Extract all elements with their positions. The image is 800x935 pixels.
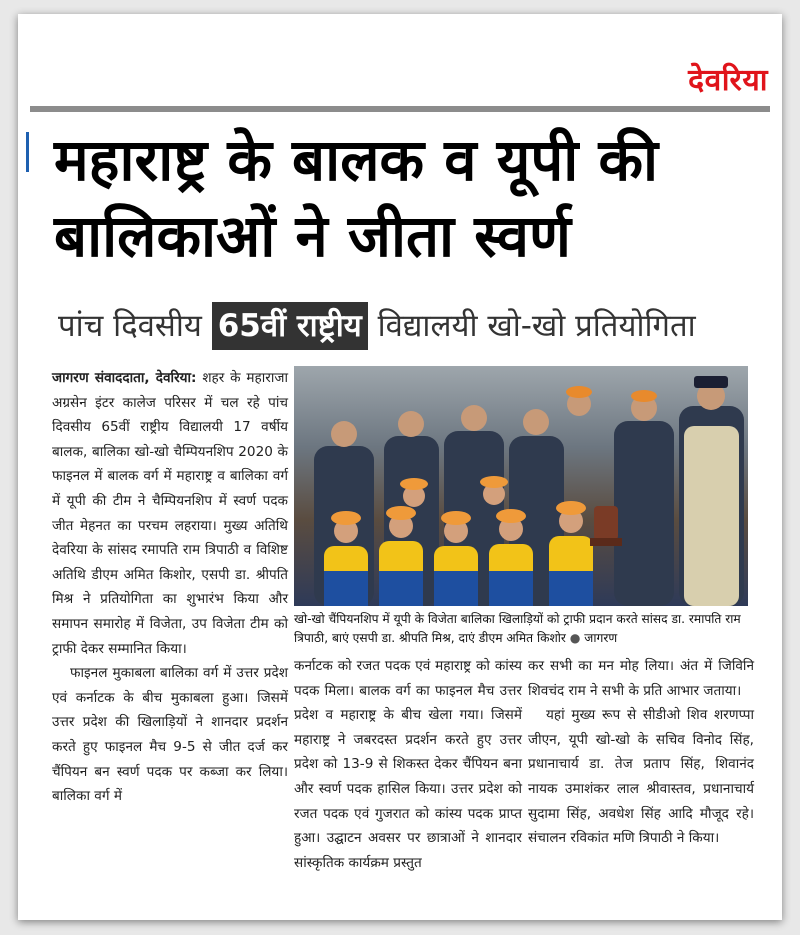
- deck-after: विद्यालयी खो-खो प्रतियोगिता: [377, 308, 696, 344]
- lead-paragraph: [52, 366, 288, 661]
- deck-subheadline: [58, 302, 696, 350]
- city-label: देवरिया: [688, 63, 768, 98]
- photo-caption: [294, 610, 750, 647]
- photo-caption-text: खो-खो चैंपियनशिप में यूपी के विजेता बालिका खिलाड़ियों को ट्राफी प्रदान करते सांसद डा. रमापति राम त्रिपाठी, बाएं एसपी डा. श्रीपति मिश्र, दाएं डीएम अमित किशोर: [294, 612, 741, 645]
- paragraph-final-girls: फाइनल मुकाबला बालिका वर्ग में उत्तर प्रदेश एवं कर्नाटक के बीच मुकाबला हुआ। जिसमें उत्तर प्रदेश की खिलाड़ियों ने शानदार प्रदर्शन करते हुए फाइनल मैच 9-5 से जीत दर्ज कर चैंपियन बन स्वर्ण पदक पर कब्जा कर लिया। बालिका वर्ग में: [52, 665, 288, 805]
- news-photo: [294, 366, 748, 606]
- article-column-2: [294, 654, 522, 875]
- newspaper-clipping: [18, 14, 782, 920]
- headline: महाराष्ट्र के बालक व यूपी की बालिकाओं ने जीता स्वर्ण: [54, 126, 659, 270]
- paragraph-attendees: यहां मुख्य रूप से सीडीओ शिव शरणप्पा जीएन, यूपी खो-खो के सचिव विनोद सिंह, प्रधानाचार्य डा. तेज प्रताप सिंह, शिवानंद नायक उमाशंकर लाल श्रीवास्तव, प्रधानाचार्य सुदामा सिंह, अवधेश सिंह आदि मौजूद रहे। संचालन रविकांत मणि त्रिपाठी ने किया।: [528, 707, 754, 847]
- deck-before: पांच दिवसीय: [58, 308, 202, 344]
- photo-credit: जागरण: [584, 630, 618, 645]
- byline: जागरण संवाददाता, देवरिया:: [52, 370, 197, 386]
- section-rule: [30, 106, 770, 112]
- paragraph-closing: कर सभी का मन मोह लिया। अंत में जिविनि शिवचंद राम ने सभी के प्रति आभार जताया।: [528, 658, 754, 699]
- bullet-dot-icon: ●: [569, 630, 581, 645]
- paragraph-results: कर्नाटक को रजत पदक एवं महाराष्ट्र को कांस्य पदक मिला। बालक वर्ग का फाइनल मैच उत्तर प्रदेश व महाराष्ट्र के बीच खेला गया। जिसमें महाराष्ट्र ने जबरदस्त प्रदर्शन करते हुए उत्तर प्रदेश को 13-9 से शिकस्त देकर चैंपियन बना और स्वर्ण पदक हासिल किया। उत्तर प्रदेश को रजत पदक एवं गुजरात को कांस्य पदक प्राप्त हुआ। उद्घाटन अवसर पर छात्राओं ने शानदार सांस्कृतिक कार्यक्रम प्रस्तुत: [294, 658, 522, 871]
- lead-text: शहर के महाराजा अग्रसेन इंटर कालेज परिसर में चल रहे पांच दिवसीय 65वीं राष्ट्रीय विद्यालयी 17 वर्षीय बालक, बालिका खो-खो चैम्पियनशिप 2020 के फाइनल में बालक वर्ग में महाराष्ट्र व बालिका वर्ग में यूपी की टीम ने चैम्पियनशिप में स्वर्ण पदक जीत मेहनत का परचम लहराया। मुख्य अतिथि देवरिया के सांसद रमापति राम त्रिपाठी व विशिष्ट अतिथि डीएम अमित किशोर, एसपी डा. श्रीपति मिश्र ने प्रतियोगिता का शुभारंभ किया और समापन समारोह में विजेता, उप विजेता टीम को ट्राफी देकर सम्मानित किया।: [52, 370, 288, 657]
- crowd-photo-illustration: [294, 366, 748, 606]
- article-column-1: [52, 366, 288, 809]
- deck-highlight: 65वीं राष्ट्रीय: [212, 302, 368, 350]
- headline-accent-bar: [26, 132, 29, 172]
- article-column-3: [528, 654, 754, 851]
